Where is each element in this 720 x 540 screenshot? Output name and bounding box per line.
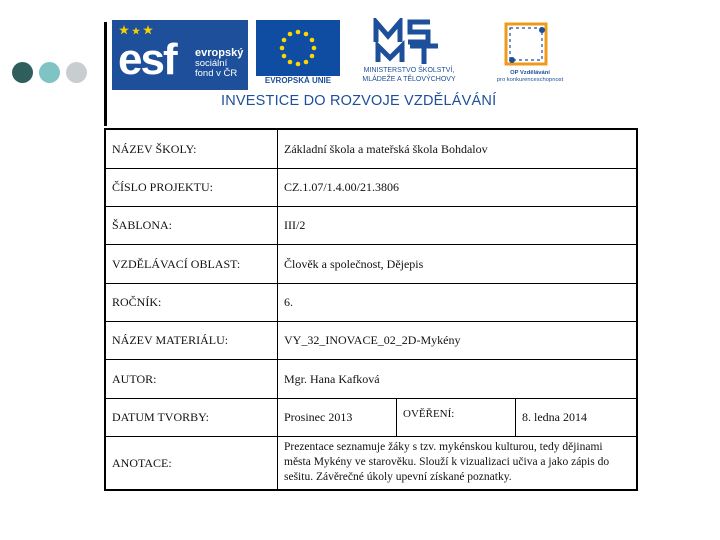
table-row <box>105 283 637 321</box>
area-value: Člověk a společnost, Dějepis <box>278 244 638 283</box>
op-label <box>484 70 576 84</box>
template-label: ŠABLONA: <box>105 206 278 244</box>
esf-wordmark: esf <box>118 35 176 84</box>
esf-line2: sociální <box>195 58 228 69</box>
annotation-label: ANOTACE: <box>105 436 278 490</box>
table-row <box>105 206 637 244</box>
banner-title: INVESTICE DO ROZVOJE VZDĚLÁVÁNÍ <box>221 93 497 109</box>
table-row <box>105 129 637 168</box>
eu-label: EVROPSKÁ UNIE <box>264 76 332 85</box>
decorative-dots <box>12 62 92 86</box>
msmt-label-line2: MLÁDEŽE A TĚLOVÝCHOVY <box>362 76 456 83</box>
template-value: III/2 <box>278 206 638 244</box>
esf-fund-name <box>195 48 247 79</box>
msmt-label <box>343 66 475 84</box>
table-row <box>105 359 637 398</box>
msmt-logo-icon <box>372 18 444 66</box>
esf-line1: evropský <box>195 47 244 59</box>
created-value: Prosinec 2013 <box>278 398 397 436</box>
eu-stars-icon <box>256 20 340 76</box>
esf-logo <box>112 20 248 90</box>
annotation-value: Prezentace seznamuje žáky s tzv. mykénskou kulturou, tedy dějinami města Mykény ve starověku. Slouží k vizualizaci učiva a jako zápis do sešitu. Závěrečné úkoly upevní získané poznatky. <box>278 436 638 490</box>
author-label: AUTOR: <box>105 359 278 398</box>
dot-teal <box>39 62 60 83</box>
op-label-line2: pro konkurenceschopnost <box>496 77 564 83</box>
author-value: Mgr. Hana Kafková <box>278 359 638 398</box>
dot-dark <box>12 62 33 83</box>
material-label: NÁZEV MATERIÁLU: <box>105 321 278 359</box>
table-row <box>105 168 637 206</box>
created-label: DATUM TVORBY: <box>105 398 278 436</box>
table-row <box>105 398 637 436</box>
project-label: ČÍSLO PROJEKTU: <box>105 168 278 206</box>
eu-flag-logo <box>256 20 340 76</box>
table-row <box>105 436 637 490</box>
esf-line3: fond v ČR <box>195 68 238 79</box>
material-value: VY_32_INOVACE_02_2D-Mykény <box>278 321 638 359</box>
grade-value: 6. <box>278 283 638 321</box>
area-label: VZDĚLÁVACÍ OBLAST: <box>105 244 278 283</box>
op-label-line1: OP Vzdělávání <box>510 70 550 76</box>
table-row <box>105 244 637 283</box>
project-value: CZ.1.07/1.4.00/21.3806 <box>278 168 638 206</box>
msmt-label-line1: MINISTERSTVO ŠKOLSTVÍ, <box>363 67 455 74</box>
verified-label: OVĚŘENÍ: <box>397 398 516 436</box>
school-info-table <box>104 128 638 491</box>
table-row <box>105 321 637 359</box>
dot-grey <box>66 62 87 83</box>
vertical-divider <box>104 22 107 126</box>
grade-label: ROČNÍK: <box>105 283 278 321</box>
op-logo-icon <box>500 18 556 70</box>
school-label: NÁZEV ŠKOLY: <box>105 129 278 168</box>
verified-value: 8. ledna 2014 <box>516 398 638 436</box>
school-value: Základní škola a mateřská škola Bohdalov <box>278 129 638 168</box>
